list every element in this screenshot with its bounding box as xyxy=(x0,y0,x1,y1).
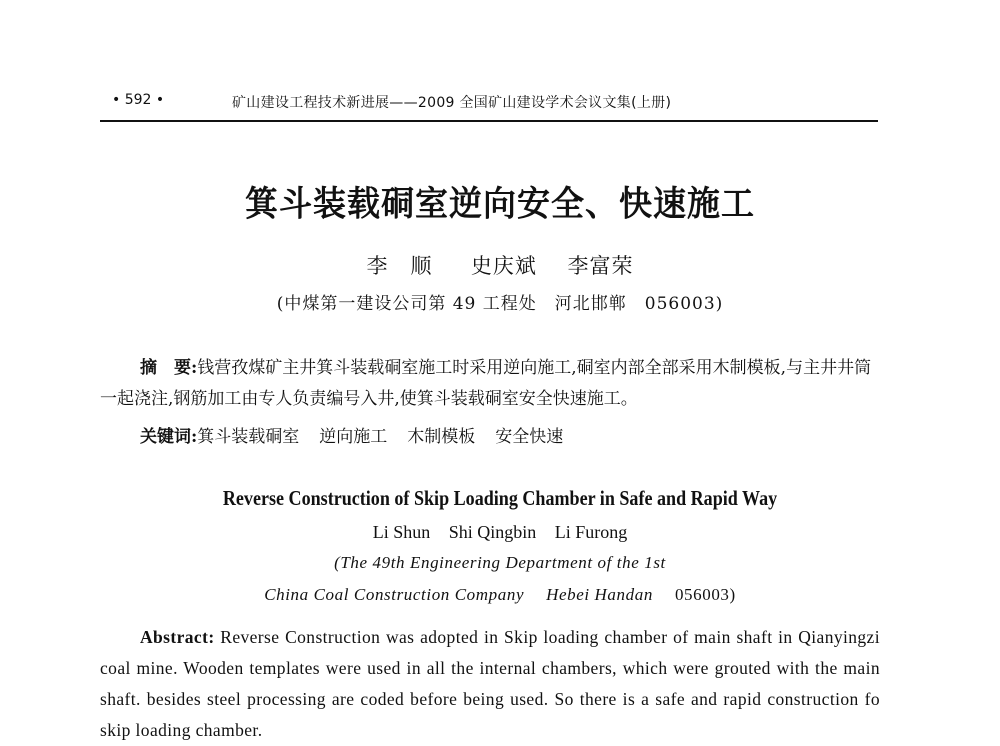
author-name: 李富荣 xyxy=(567,254,634,278)
running-header xyxy=(100,92,878,122)
english-authors xyxy=(0,522,1000,543)
chinese-authors xyxy=(0,250,1000,280)
abstract-text: 钱营孜煤矿主井箕斗装载硐室施工时采用逆向施工,硐室内部全部采用木制模板,与主井井筒一起浇注,钢筋加工由专人负责编号入井,使箕斗装载硐室安全快速施工。 xyxy=(100,358,872,409)
english-affiliation-line-1: (The 49th Engineering Department of the 1st xyxy=(334,553,666,572)
author-name: Li Shun xyxy=(372,522,431,542)
chinese-abstract xyxy=(100,353,880,415)
keyword: 木制模板 xyxy=(407,427,476,447)
abstract-text: Reverse Construction was adopted in Skip loading chamber of main shaft in Qianyingzi coal mine. Wooden templates were used in all the internal chambers, which were grouted with the main shaft. besides steel processing are coded before being used. So there is a safe and rapid construction fo skip loading chamber. xyxy=(100,627,880,740)
keyword: 箕斗装载硐室 xyxy=(197,427,300,447)
keyword: 逆向施工 xyxy=(319,427,388,447)
proceedings-title: 矿山建设工程技术新进展——2009 全国矿山建设学术会议文集(上册) xyxy=(232,95,672,111)
author-name: 李 顺 xyxy=(366,254,433,278)
author-name: 史庆斌 xyxy=(470,254,537,278)
keyword: 安全快速 xyxy=(495,427,564,447)
abstract-label: 摘 要: xyxy=(140,358,198,378)
chinese-keywords xyxy=(140,422,583,447)
affiliation-organization: China Coal Construction Company xyxy=(264,585,525,604)
affiliation-city: Hebei Handan xyxy=(546,585,653,604)
keywords-label: 关键词: xyxy=(140,427,198,447)
header-rule xyxy=(100,120,878,122)
chinese-title: 箕斗装载硐室逆向安全、快速施工 xyxy=(245,183,755,225)
author-name: Shi Qingbin xyxy=(448,522,537,542)
english-abstract xyxy=(100,622,880,746)
chinese-affiliation: (中煤第一建设公司第 49 工程处 河北邯郸 056003) xyxy=(276,294,724,314)
postal-code: 056003) xyxy=(674,585,736,604)
page-number: • 592 • xyxy=(112,92,165,108)
abstract-label: Abstract: xyxy=(140,627,215,647)
english-affiliation-line-2 xyxy=(0,585,1000,605)
author-name: Li Furong xyxy=(554,522,628,542)
english-title: Reverse Construction of Skip Loading Chamber in Safe and Rapid Way xyxy=(222,486,778,510)
